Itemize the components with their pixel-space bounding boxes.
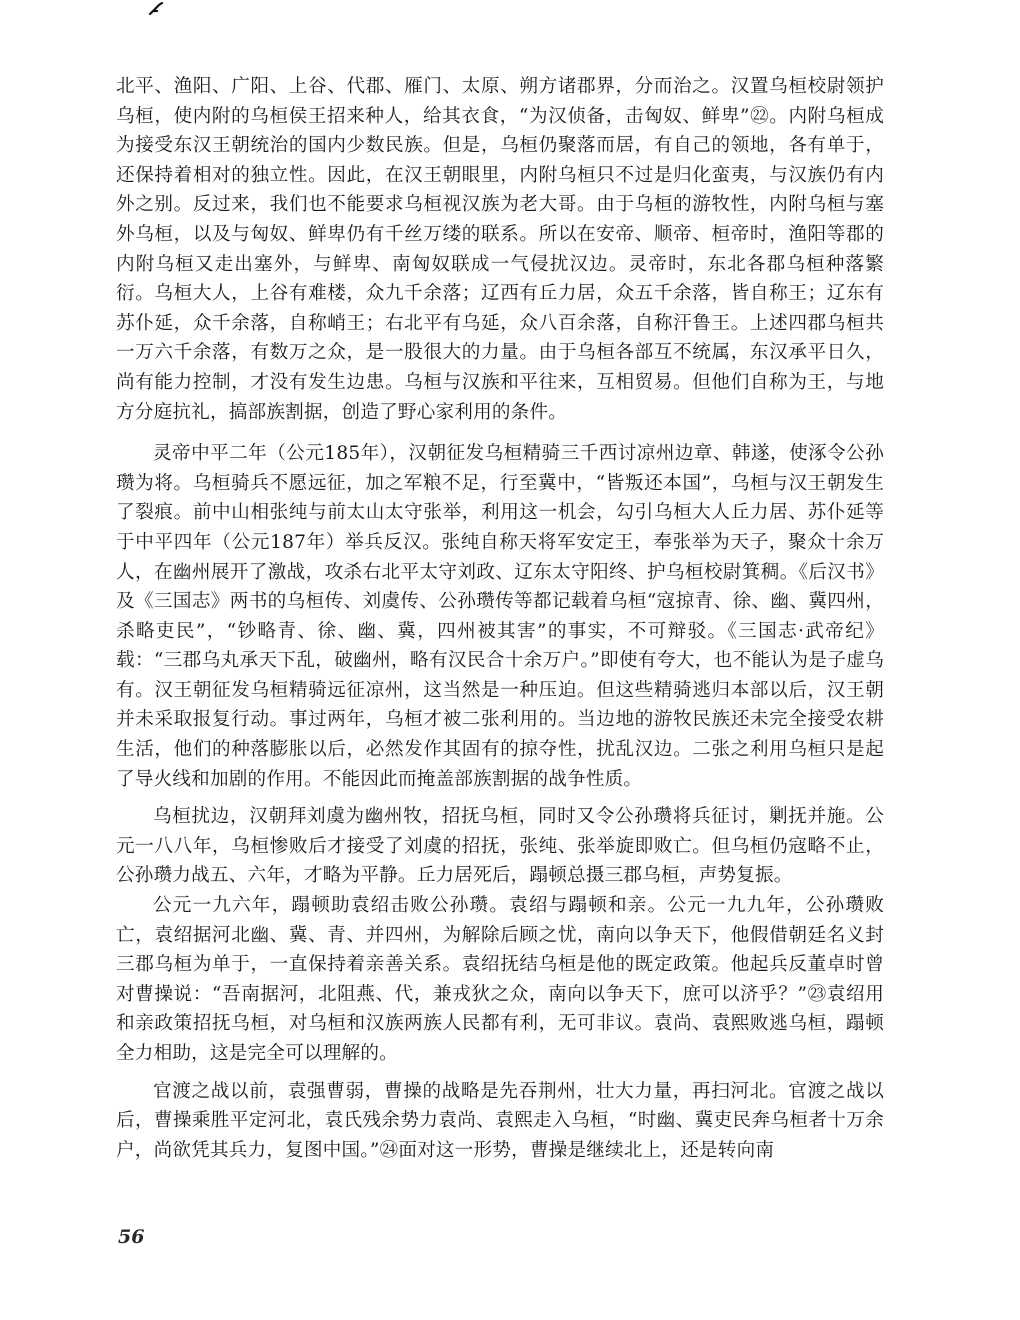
paragraph-1: 北平、渔阳、广阳、上谷、代郡、雁门、太原、朔方诸郡界，分而治之。汉置乌桓校尉领护乌桓，使内附的乌桓侯王招来种人，给其衣食，“为汉侦备，击匈奴、鲜卑”㉒。内附乌桓成为接受东汉王朝统治的国内少数民族。但是，乌桓仍聚落而居，有自己的领地，各有单于，还保持着相对的独立性。因此，在汉王朝眼里，内附乌桓只不过是归化蛮夷，与汉族仍有内外之别。反过来，我们也不能要求乌桓视汉族为老大哥。由于乌桓的游牧性，内附乌桓与塞外乌桓，以及与匈奴、鲜卑仍有千丝万缕的联系。所以在安帝、顺帝、桓帝时，渔阳等郡的内附乌桓又走出塞外，与鲜卑、南匈奴联成一气侵扰汉边。灵帝时，东北各郡乌桓种落繁衍。乌桓大人，上谷有难楼，众九千余落；辽西有丘力居，众五千余落，皆自称王；辽东有苏仆延，众千余落，自称峭王；右北平有乌延，众八百余落，自称汗鲁王。上述四郡乌桓共一万六千余落，有数万之众，是一股很大的力量。由于乌桓各部互不统属，东汉承平日久，尚有能力控制，才没有发生边患。乌桓与汉族和平往来，互相贸易。但他们自称为王，与地方分庭抗礼，搞部族割据，创造了野心家利用的条件。: [116, 76, 884, 423]
page-number: 56: [118, 1226, 145, 1248]
paragraph-2: 灵帝中平二年（公元185年），汉朝征发乌桓精骑三千西讨凉州边章、韩遂，使涿令公孙瓒为将。乌桓骑兵不愿远征，加之军粮不足，行至冀中，“皆叛还本国”，乌桓与汉王朝发生了裂痕。前中山相张纯与前太山太守张举，利用这一机会，勾引乌桓大人丘力居、苏仆延等于中平四年（公元187年）举兵反汉。张纯自称天将军安定王，奉张举为天子，聚众十余万人，在幽州展开了激战，攻杀右北平太守刘政、辽东太守阳终、护乌桓校尉箕稠。《后汉书》及《三国志》两书的乌桓传、刘虞传、公孙瓒传等都记载着乌桓“寇掠青、徐、幽、冀四州，杀略吏民”，“钞略青、徐、幽、冀，四州被其害”的事实，不可辩驳。《三国志·武帝纪》载：“三郡乌丸承天下乱，破幽州，略有汉民合十余万户。”即使有夸大，也不能认为是子虚乌有。汉王朝征发乌桓精骑远征凉州，这当然是一种压迫。但这些精骑逃归本部以后，汉王朝并未采取报复行动。事过两年，乌桓才被二张利用的。当边地的游牧民族还未完全接受农耕生活，他们的种落膨胀以后，必然发作其固有的掠夺性，扰乱汉边。二张之利用乌桓只是起了导火线和加剧的作用。不能因此而掩盖部族割据的战争性质。: [116, 443, 884, 790]
paragraph-3: 乌桓扰边，汉朝拜刘虞为幽州牧，招抚乌桓，同时又令公孙瓒将兵征讨，剿抚并施。公元一八八年，乌桓惨败后才接受了刘虞的招抚，张纯、张举旋即败亡。但乌桓仍寇略不止，公孙瓒力战五、六年，才略为平静。丘力居死后，蹋顿总摄三郡乌桓，声势复振。: [116, 806, 884, 887]
body-text: [116, 72, 884, 1165]
ink-mark-icon: [148, 2, 164, 16]
paragraph-4: 公元一九六年，蹋顿助袁绍击败公孙瓒。袁绍与蹋顿和亲。公元一九九年，公孙瓒败亡，袁绍据河北幽、冀、青、并四州，为解除后顾之忧，南向以争天下，他假借朝廷名义封三郡乌桓为单于，一直保持着亲善关系。袁绍抚结乌桓是他的既定政策。他起兵反董卓时曾对曹操说：“吾南据河，北阻燕、代，兼戎狄之众，南向以争天下，庶可以济乎？”㉓袁绍用和亲政策招抚乌桓，对乌桓和汉族两族人民都有利，无可非议。袁尚、袁熙败逃乌桓，蹋顿全力相助，这是完全可以理解的。: [116, 895, 884, 1064]
paragraph-5: 官渡之战以前，袁强曹弱，曹操的战略是先吞荆州，壮大力量，再扫河北。官渡之战以后，曹操乘胜平定河北，袁氏残余势力袁尚、袁熙走入乌桓，“时幽、冀吏民奔乌桓者十万余户，尚欲凭其兵力，复图中国。”㉔面对这一形势，曹操是继续北上，还是转向南: [116, 1080, 884, 1161]
